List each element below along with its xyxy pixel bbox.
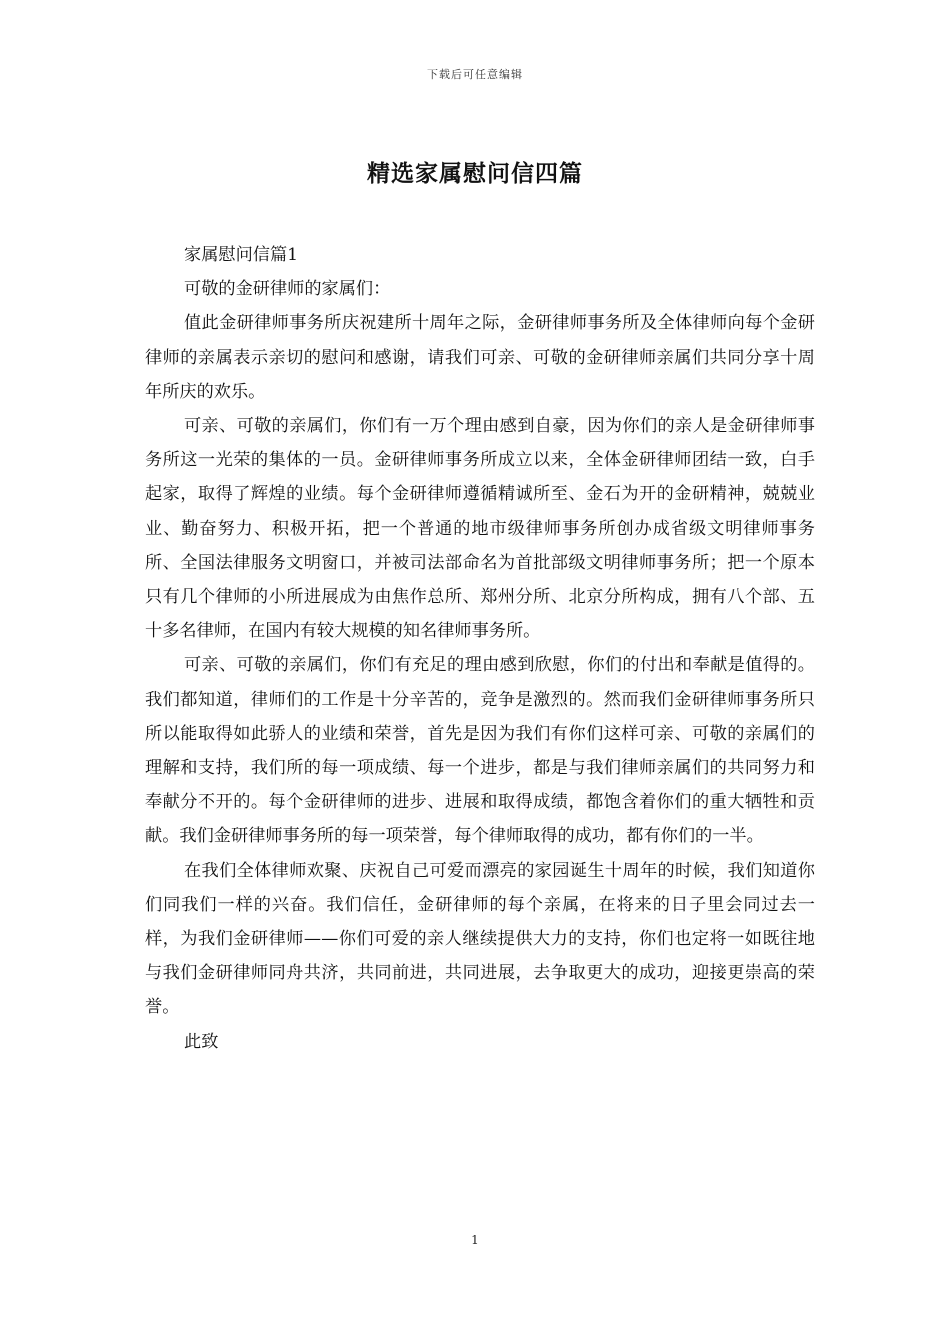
body-paragraph: 在我们全体律师欢聚、庆祝自己可爱而漂亮的家园诞生十周年的时候，我们知道你们同我们一样的兴奋。我们信任，金研律师的每个亲属，在将来的日子里会同过去一样，为我们金研律师——你们可爱的亲人继续提供大力的支持，你们也定将一如既往地与我们金研律师同舟共济，共同前进，共同进展，去争取更大的成功，迎接更崇高的荣誉。 xyxy=(145,860,815,1018)
closing-line: 此致 xyxy=(184,1031,219,1052)
page-number: 1 xyxy=(471,1233,479,1247)
page-header-note: 下载后可任意编辑 xyxy=(427,68,523,81)
body-paragraph: 可亲、可敬的亲属们，你们有一万个理由感到自豪，因为你们的亲人是金研律师事务所这一光荣的集体的一员。金研律师事务所成立以来，全体金研律师团结一致，白手起家，取得了辉煌的业绩。每个金研律师遵循精诚所至、金石为开的金研精神，兢兢业业、勤奋努力、积极开拓，把一个普通的地市级律师事务所创办成省级文明律师事务所、全国法律服务文明窗口，并被司法部命名为首批部级文明律师事务所；把一个原本只有几个律师的小所进展成为由焦作总所、郑州分所、北京分所构成，拥有八个部、五十多名律师，在国内有较大规模的知名律师事务所。 xyxy=(145,416,815,642)
section-heading: 家属慰问信篇1 xyxy=(184,245,299,265)
salutation: 可敬的金研律师的家属们： xyxy=(184,279,391,300)
body-paragraph: 值此金研律师事务所庆祝建所十周年之际，金研律师事务所及全体律师向每个金研律师的亲属表示亲切的慰问和感谢，请我们可亲、可敬的金研律师亲属们共同分享十周年所庆的欢乐。 xyxy=(145,313,815,402)
body-paragraph: 可亲、可敬的亲属们，你们有充足的理由感到欣慰，你们的付出和奉献是值得的。我们都知道，律师们的工作是十分辛苦的，竞争是激烈的。然而我们金研律师事务所只所以能取得如此骄人的业绩和荣誉，首先是因为我们有你们这样可亲、可敬的亲属们的理解和支持，我们所的每一项成绩、每一个进步，都是与我们律师亲属们的共同努力和奉献分不开的。每个金研律师的进步、进展和取得成绩，都饱含着你们的重大牺牲和贡献。我们金研律师事务所的每一项荣誉，每个律师取得的成功，都有你们的一半。 xyxy=(145,655,815,847)
document-title: 精选家属慰问信四篇 xyxy=(367,160,583,187)
document-body xyxy=(145,238,815,1059)
